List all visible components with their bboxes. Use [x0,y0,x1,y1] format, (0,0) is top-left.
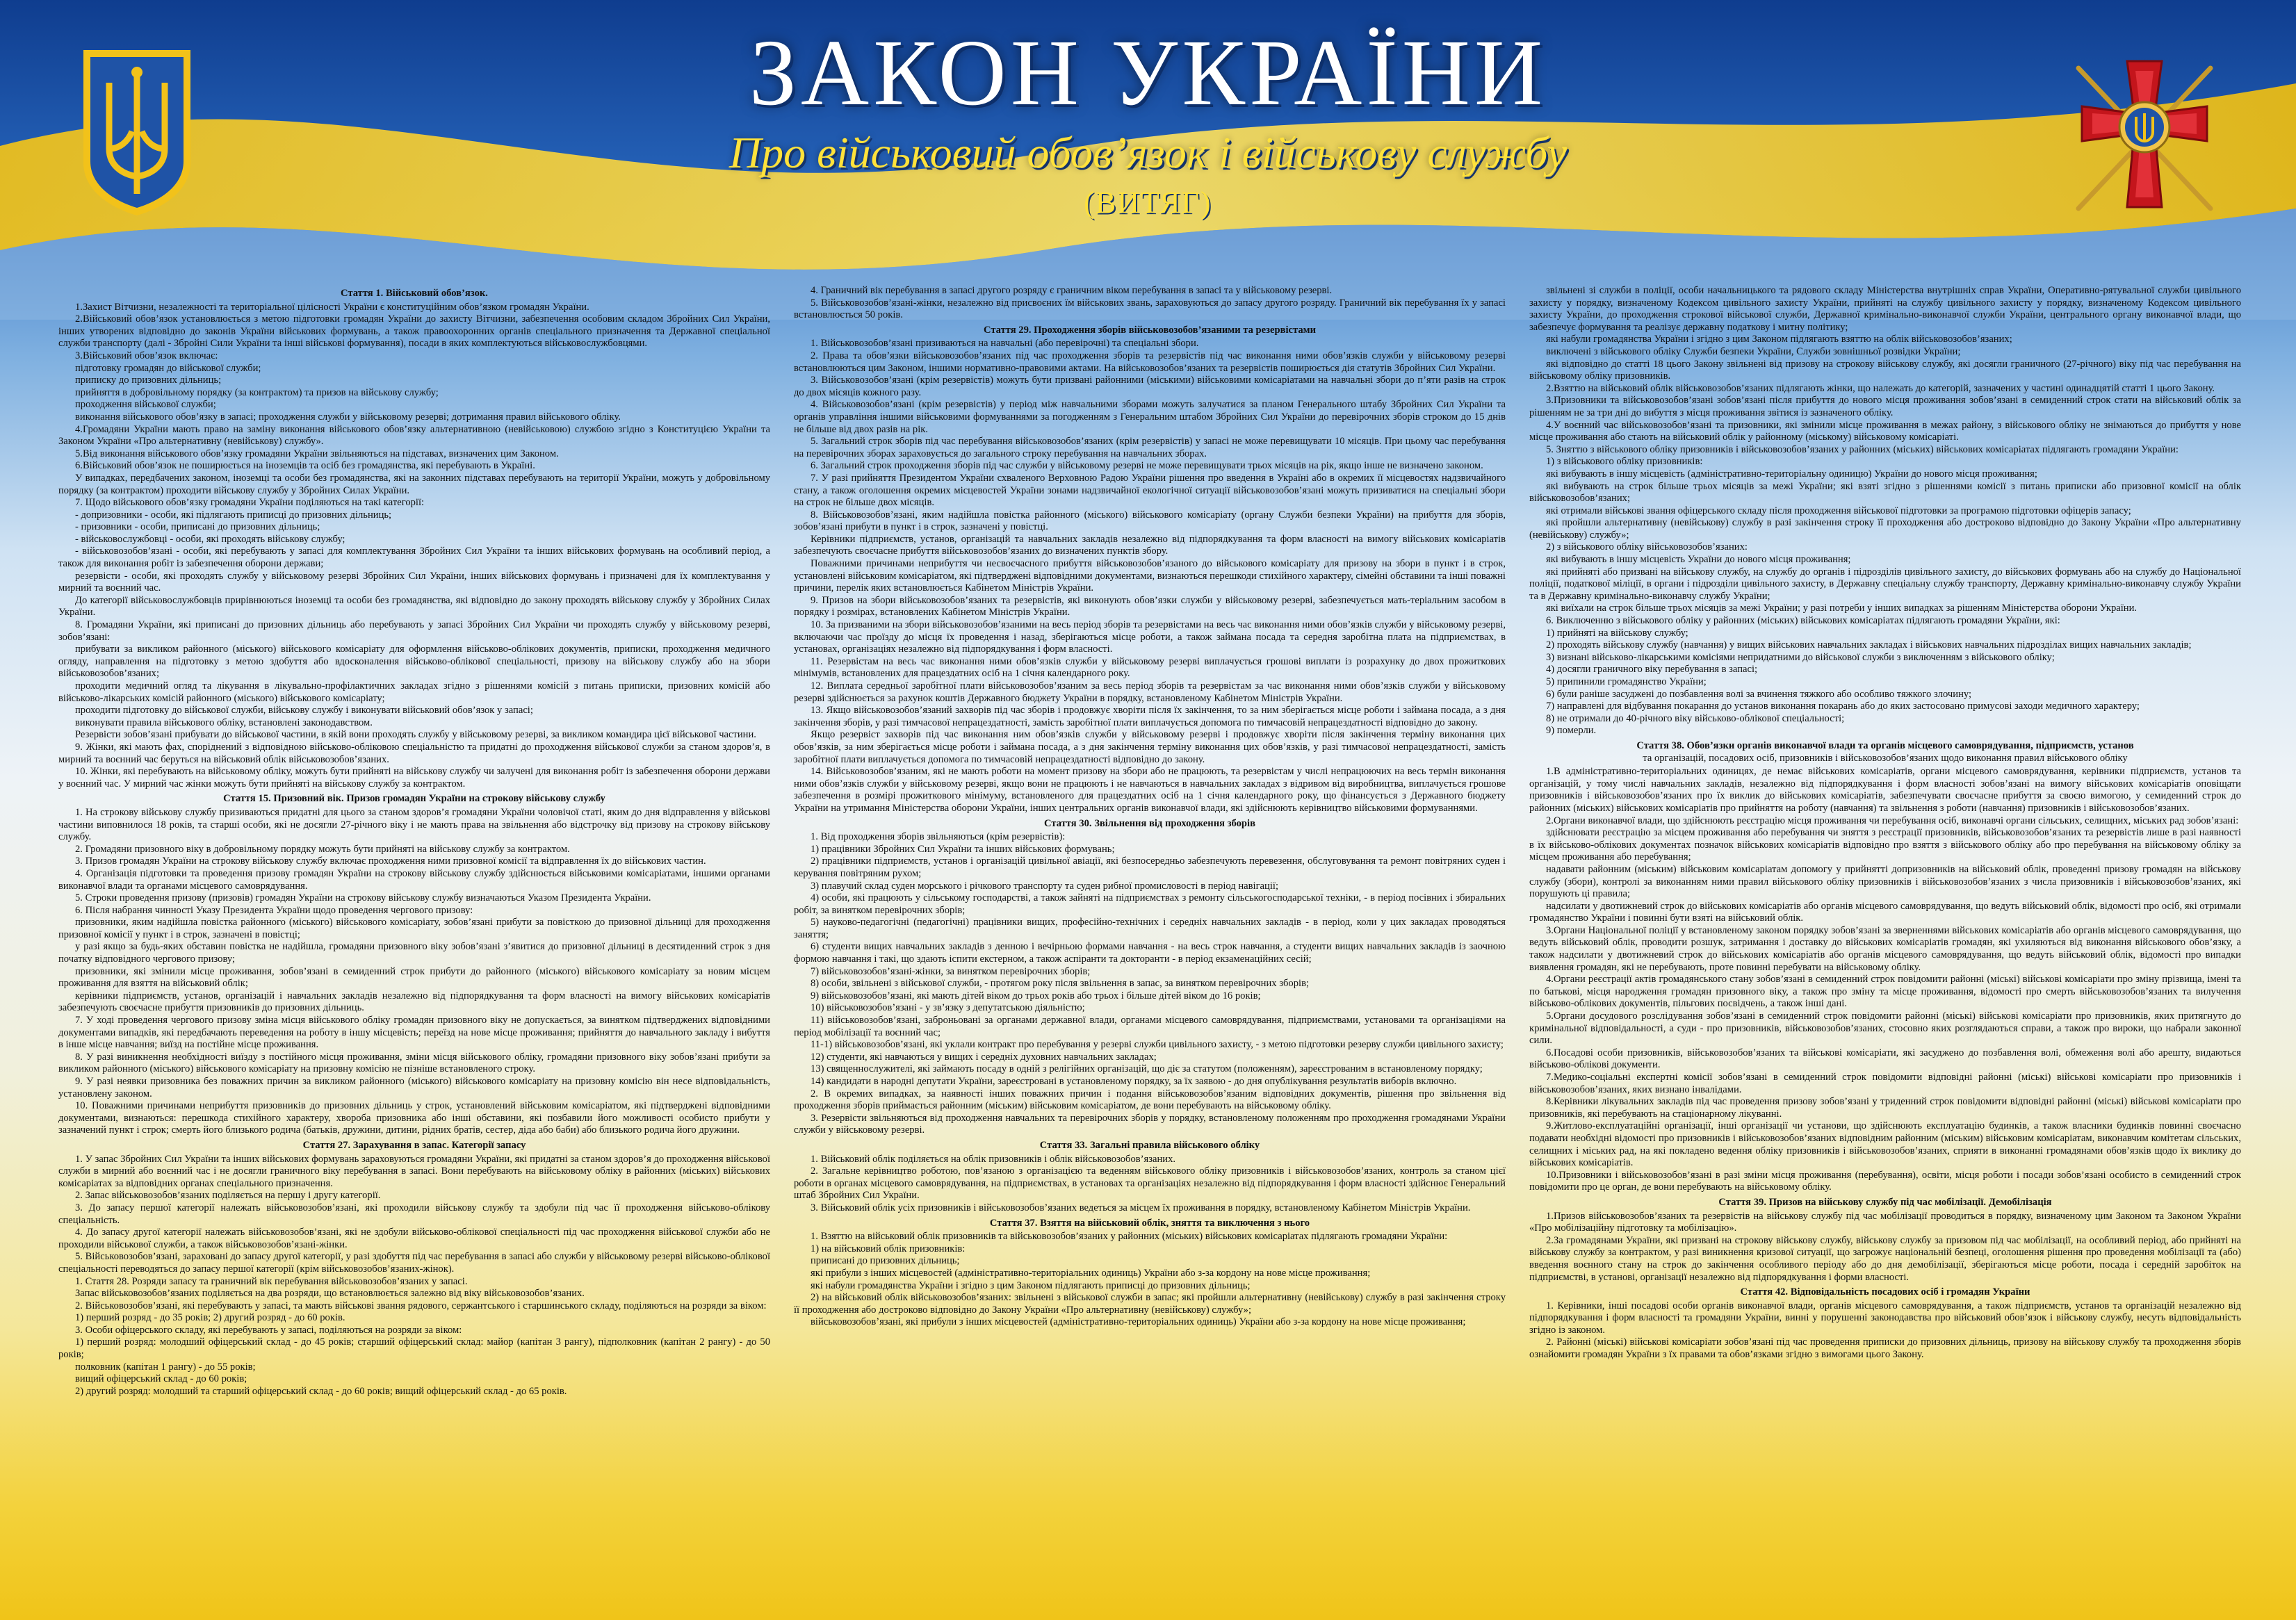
article-paragraph: Запас військовозобов’язаних поділяється на два розряди, що встановлюється залежно від віку військовозобов’язаних. [75,1288,585,1300]
article-paragraph: 1. Військовозобов’язані призиваються на навчальні (або перевірочні) та спеціальні збори. [811,338,1199,350]
article-paragraph: призовники, які змінили місце проживання, зобов’язані в семиденний строк прибути до районного (міського) військового комісаріату за новим місцем проживання для взяття на військовий облік; [58,965,770,990]
article-paragraph: проходити підготовку до військової служби, військову службу і виконувати військовий обов’язок у запасі; [75,705,533,717]
article-paragraph: підготовку громадян до військової служби; [75,362,261,374]
article-paragraph: 3. Призов громадян України на строкову військову службу включає проходження ними призовної комісії та відправлення їх до військових частин. [75,856,706,867]
article-paragraph: 2) на військовий облік військовозобов’язаних: звільнені з військової служби в запас; які пройшли альтернативну (невійськову) службу в разі закінчення строку її проходження або достроково відповідно до Закону України «Про альтернативну (невійськову) службу»; [794,1292,1506,1316]
article-paragraph: 8) не отримали до 40-річного віку військово-облікової спеціальності; [1546,712,1845,724]
article-paragraph: 1) перший розряд - до 35 років; 2) другий розряд - до 60 років. [75,1312,345,1324]
article-paragraph: 6. Виключенню з військового обліку у районних (міських) військових комісаріатах підлягають громадяни України, які: [1546,615,2060,627]
article-heading [794,325,1506,337]
article-paragraph: До категорії військовослужбовців прирівнюються іноземці та особи без громадянства, які відповідно до закону проходять військову службу у Збройних Силах України. [58,594,770,619]
article-heading-subtext: та організацій, посадових осіб, призовників і військовозобов’язаних щодо виконання правил військового обліку [1643,752,2128,764]
article-paragraph: 1. Військовий облік поділяється на облік призовників і облік військовозобов’язаних. [811,1153,1176,1165]
article-paragraph: 2. Права та обов’язки військовозобов’язаних під час проходження зборів та резервістів під час виконання ними обов’язків служби у військовому резерві встановлюються цим Законом, іншими нормативно-правовими актами. На військовозобов’язаних та резервістів поширюється дія статутів Збройних Сил України. [794,350,1506,374]
article-paragraph: 2.Органи виконавчої влади, що здійснюють реєстрацію місця проживання чи перебування осіб, виконавчі органи сільських, селищних, міських рад зобов’язані: [1546,815,2239,826]
article-paragraph: 11-1) військовозобов’язані, які уклали контракт про перебування у резерві служби цивільного захисту, - з метою підготовки резерву служби цивільного захисту; [811,1039,1504,1051]
article-heading-text: Стаття 33. Загальні правила військового обліку [1039,1139,1260,1151]
article-paragraph: 2.За громадянами України, які призвані на строкову військову службу, військову службу за призовом під час мобілізації, на особливий період, або прийняті на військову службу за контрактом, у разі виникнення кризової ситуації, що загрожує національній безпеці, оголошення рішення про проведення мобілізації та (або) введення воєнного стану на строк до закінчення особливого періоду або до дня демобілізації, зберігаються місце роботи, посада і середній заробіток на підприємстві, в установі, організації незалежно від підпорядкування і форми власності. [1529,1234,2241,1283]
article-paragraph: 11) військовозобов’язані, заброньовані за органами державної влади, органами місцевого самоврядування, підприємствами, установами та організаціями на період мобілізації та воєнний час; [794,1015,1506,1038]
article-paragraph: 1.Призов військовозобов’язаних та резервістів на військову службу під час мобілізації проводиться в порядку, визначеному цим Законом та Законом України «Про мобілізаційну підготовку та мобілізацію». [1529,1210,2241,1234]
article-paragraph: - військовозобов’язані - особи, які перебувають у запасі для комплектування Збройних Сил України та інших військових формувань на особливий період, а також для виконання робіт із забезпечення оборони держави; [58,546,770,570]
article-paragraph: 6. Після набрання чинності Указу Президента України щодо проведення чергового призову: [75,904,473,916]
article-paragraph: 1. Взяттю на військовий облік призовників та військовозобов’язаних у районних (міських) військових комісаріатах підлягають громадяни України: [811,1231,1448,1243]
article-paragraph: 3. Резервісти звільняються від проходження навчальних та перевірочних зборів у порядку, встановленому положенням про проходження громадянами України служби у військовому резерві. [794,1112,1506,1136]
article-paragraph: - військовослужбовці - особи, які проходять військову службу; [75,533,345,545]
extract-label: (ВИТЯГ) [1084,186,1212,220]
article-paragraph: які вибувають в іншу місцевість України до нового місця проживання; [1546,554,1851,566]
article-heading-text: Стаття 27. Зарахування в запас. Категорії запасу [302,1139,526,1151]
article-paragraph: які вибувають в іншу місцевість (адміністративно-територіальну одиницю) України до нового місця проживання; [1546,468,2037,480]
article-paragraph: 9.Житлово-експлуатаційні організації, інші організації чи установи, що здійснюють експлуатацію будинків, а також власники будинків повинні своєчасно подавати необхідні відомості про призовників і військовозобов’язаних відповідним районним (міським) військовим комісаріатам, виконавчим комітетам сільських, селищних і міських рад, на які покладено ведення обліку призовників і військовозобов’язаних, сприяти в виконанні громадянами обов’язків щодо їх виклику до військових комісаріатів. [1529,1120,2241,1169]
article-heading-text: Стаття 37. Взяття на військовий облік, зняття та виключення з нього [989,1217,1310,1229]
article-paragraph: 5) науково-педагогічні (педагогічні) працівники вищих, професійно-технічних і середніх навчальних закладів - в період, коли у цих закладах проводяться заняття; [794,917,1506,940]
article-paragraph: 2) з військового обліку військовозобов’язаних: [1546,541,1748,553]
article-paragraph: 5. Військовозобов’язані-жінки, незалежно від присвоєних їм військових звань, зараховуються до запасу другого розряду. Граничний вік перебування їх у запасі встановлюється 50 років. [794,297,1506,321]
article-paragraph: 8) особи, звільнені з військової служби, - протягом року після звільнення в запас, за винятком перевірочних зборів; [811,978,1310,990]
article-paragraph: 5.Від виконання військового обов’язку громадяни України звільняються на підставах, визначених цим Законом. [75,448,559,459]
article-paragraph: виконання військового обов’язку в запасі; проходження служби у військовому резерві; дотримання правил військового обліку. [75,411,621,423]
article-paragraph: Керівники підприємств, установ, організацій та навчальних закладів незалежно від підпорядкування та форм власності на вимогу військових комісаріатів забезпечують своєчасне прибуття військовозобов’язаних до визначених пунктів збору. [794,533,1506,557]
article-paragraph: які прийняті або призвані на військову службу, на службу до органів і підрозділів цивільного захисту, до військових формувань або на службу до Національної поліції, податкової міліції, в органи і підрозділи цивільного захисту, в Державну спеціальну службу транспорту, Державну кримінально-виконавчу службу України та в Державну кримінально-виконавчу службу України; [1529,566,2241,602]
article-paragraph: 4.Органи реєстрації актів громадянського стану зобов’язані в семиденний строк повідомити районні (міські) військові комісаріати про зміну прізвища, імені та по батькові, місця народження громадян призовного віку, а також про зміну та місце проживання, відомості про смерть військовозобов’язаних та вилучення військово-облікових документів, пільгових посвідчень, а також інші дані. [1529,974,2241,1010]
article-paragraph: виконувати правила військового обліку, встановлені законодавством. [75,717,373,728]
article-paragraph: 6.Військовий обов’язок не поширюється на іноземців та осіб без громадянства, які перебувають в Україні. [75,460,535,472]
article-paragraph: 1.В адміністративно-територіальних одиницях, де немає військових комісаріатів, органи місцевого самоврядування, керівники підприємств, установ та організацій, у тому числі навчальних закладів, незалежно від підпорядкування і форм власності зобов’язані на вимогу військових комісаріатів оповіщати призовників і військовозобов’язаних про їх виклик до військових комісаріатів, забезпечувати своєчасне прибуття за своєю вимогою, у семиденний строк до районних (міських) військових комісаріатів про прийняття на роботу (навчання) та звільнення з роботи (навчання) призовників і військовозобов’язаних. [1529,766,2241,814]
article-paragraph: 9. У разі неявки призовника без поважних причин за викликом районного (міського) військового комісаріату на призовну комісію він несе відповідальність, установлену законом. [58,1076,770,1099]
article-paragraph: 10.Призовники і військовозобов’язані в разі зміни місця проживання (перебування), освіти, місця роботи і посади зобов’язані особисто в семиденний строк повідомити про це орган, де вони перебувають на військовому обліку. [1529,1169,2241,1193]
article-paragraph: 1. Стаття 28. Розряди запасу та граничний вік перебування військовозобов’язаних у запасі. [75,1275,468,1287]
article-paragraph: 6. Загальний строк проходження зборів під час служби у військовому резерві не може перевищувати трьох місяців на рік, якщо інше не визначено законом. [811,460,1483,472]
article-paragraph: 6) студенти вищих навчальних закладів з денною і вечірньою формами навчання - на весь строк навчання, а студенти вищих навчальних закладів із заочною формою навчання і такі, що здають іспити екстерном, а також аспіранти та докторанти - в період екзаменаційних сесій; [794,941,1506,965]
article-paragraph: які відповідно до статті 18 цього Закону звільнені від призову на строкову військову службу, які досягли граничного (27-річного) віку під час перебування на військовому обліку призовників. [1529,358,2241,382]
article-paragraph: 4) особи, які працюють у сільському господарстві, а також зайняті на підприємствах з ремонту сільськогосподарської техніки, - в період посівних і збиральних робіт, за винятком перевірочних зборів; [794,892,1506,916]
article-paragraph: 2.Взяттю на військовий облік військовозобов’язаних підлягають жінки, що належать до категорій, зазначених у частині одинадцятій статті 1 цього Закону. [1546,382,2215,394]
article-paragraph: - призовники - особи, приписані до призовних дільниць; [75,521,320,533]
article-paragraph: 4. Граничний вік перебування в запасі другого розряду є граничним віком перебування в запасі та у військовому резерві. [811,285,1333,296]
article-heading [58,1140,770,1152]
article-paragraph: прибувати за викликом районного (міського) військового комісаріату для оформлення військово-облікових документів, приписки, проходження медичного огляду, направлення на підготовку з метою здобуття або вдосконалення військово-облікової спеціальності, призову на військову службу або на збори військовозобов’язаних; [58,644,770,680]
article-paragraph: приписані до призовних дільниць; [811,1255,960,1267]
article-paragraph: 4. Військовозобов’язані (крім резервістів) у період між навчальними зборами можуть залучатися за планом Генерального штабу Збройних Сил України та органів управління іншими військовими формуваннями за погодженням з Генеральним штабом Збройних Сил України до перевірочних зборів строком до 15 днів не більше від двох разів на рік. [794,399,1506,435]
article-paragraph: 4. До запасу другої категорії належать військовозобов’язані, які не здобули військово-облікової спеціальності під час проходження військової служби або не проходили військової служби, а також військовозобов’язані-жінки. [58,1227,770,1250]
article-paragraph: виключені з військового обліку Служби безпеки України, Служби зовнішньої розвідки України; [1546,345,1961,357]
article-paragraph: 6.Посадові особи призовників, військовозобов’язаних та військові комісаріати, які засуджено до позбавлення волі, обмеження волі або арешту, видаються військово-облікові документи. [1529,1047,2241,1071]
article-paragraph: 9) військовозобов’язані, які мають дітей віком до трьох років або трьох і більше дітей віком до 16 років; [811,990,1261,1001]
article-paragraph: які набули громадянства України і згідно з цим Законом підлягають взяттю на облік військовозобов’язаних; [1546,334,2012,345]
article-paragraph: 1) прийняті на військову службу; [1546,627,1688,639]
article-paragraph: 3.Органи Національної поліції у встановленому законом порядку зобов’язані за зверненнями військових комісаріатів або органів місцевого самоврядування, що ведуть військовий облік, проводити розшук, затримання і доставку до військових комісаріатів громадян, які ухиляються від виконання військового обов’язку, а також надсилати у двотижневий строк до військових комісаріатів або органів місцевого самоврядування, що ведуть військовий облік, відомості про випадки виявлення громадян, які не перебувають, проте повинні перебувати на військовому обліку. [1529,924,2241,973]
article-paragraph: 2. Громадяни призовного віку в добровільному порядку можуть бути прийняті на військову службу за контрактом. [75,843,570,855]
article-heading-text: Стаття 42. Відповідальність посадових осіб і громадян України [1740,1286,2030,1298]
article-paragraph: 7. У ході проведення чергового призову зміна місця військового обліку громадян призовного віку не допускається, за винятком підтверджених відповідними документами випадків, які передбачають переведення на роботу в іншу місцевість; переїзд на нове місце проживання; прийняття до навчального закладу і вибуття в інше місце навчання; виїзд на постійне місце проживання. [58,1015,770,1051]
article-paragraph: 1) працівники Збройних Сил України та інших військових формувань; [811,843,1115,855]
article-paragraph: 14. Військовозобов’язаним, які не мають роботи на момент призову на збори або не працюють, та резервістам у числі непрацюючих на весь термін виконання ними обов’язків служби у військовому резерві, якщо вони не працюють і не навчаються в навчальних закладах з відривом від виробництва, виплачується грошове забезпечення в розмірі прожиткового мінімуму, встановленого для працездатних осіб на 1 січня календарного року, що фінансується з Державного бюджету України на утримання Міністерства оборони України, інших центральних органів виконавчої влади, які здійснюють керівництво військовими формуваннями. [794,766,1506,814]
article-paragraph: 4.У воєнний час військовозобов’язані та призовники, які змінили місце проживання в межах району, з військового обліку не знімаються до прибуття у нове місце проживання або стають на військовий облік у районному (міському) військовому комісаріаті. [1529,419,2241,443]
article-paragraph: 1) з військового обліку призовників: [1546,456,1703,468]
article-heading-text: Стаття 15. Призовний вік. Призов громадян України на строкову військову службу [223,793,605,805]
article-paragraph: 3. Військовозобов’язані (крім резервістів) можуть бути призвані районними (міськими) військовими комісаріатами на навчальні збори до п’яти разів на строк до двох місяців кожного разу. [794,375,1506,398]
article-paragraph: 7) направлені для відбування покарання до установ виконання покарань або до яких застосовано примусові заходи медичного характеру; [1546,701,2140,712]
article-paragraph: 5.Органи досудового розслідування зобов’язані в семиденний строк повідомити районні (міські) військові комісаріати про призовників, яких притягнуто до кримінальної відповідальності, а суди - про призовників, військовозобов’язаних, стосовно яких розглядаються справи, а також про вироки, що набрали законної сили. [1529,1011,2241,1047]
article-paragraph: 12. Виплата середньої заробітної плати військовозобов’язаним за весь період зборів та резервістам за час виконання ними обов’язків служби у військовому резерві здійснюється за рахунок коштів Державного бюджету України в порядку, встановленому Кабінетом Міністрів України. [794,680,1506,704]
article-paragraph: 8. У разі виникнення необхідності виїзду з постійного місця проживання, зміни місця військового обліку, громадяни призовного віку зобов’язані прибути за викликом районного (міського) військового комісаріату на призовну комісію не пізніше встановленого строку. [58,1051,770,1075]
article-paragraph: 6) були раніше засуджені до позбавлення волі за вчинення тяжкого або особливо тяжкого злочину; [1546,688,1972,700]
article-paragraph: 1. На строкову військову службу призиваються придатні для цього за станом здоров’я громадяни України чоловічої статі, яким до дня відправлення у військові частини виповнилося 18 років, та старші особи, які не досягли 27-річного віку і не мають права на звільнення або відстрочку від призову на строкову військову службу. [58,806,770,843]
article-paragraph: 3) плавучий склад суден морського і річкового транспорту та суден рибної промисловості в період навігації; [811,880,1279,892]
article-paragraph: 10. За призваними на збори військовозобов’язаними на весь період зборів та резервістами на весь час виконання ними обов’язків служби у військовому резерві, включаючи час проїзду до місця їх проведення і назад, зберігаються місце роботи, а також займана посада та середня заробітна плата на підприємствах, в установах, організаціях незалежно від підпорядкування і форм власності. [794,619,1506,655]
article-heading-text: Стаття 29. Проходження зборів військовозобов’язаними та резервістами [983,324,1317,336]
article-paragraph: які прибули з інших місцевостей (адміністративно-територіальних одиниць) України або з-за кордону на нове місце проживання; [811,1267,1371,1279]
article-paragraph: вищий офіцерський склад - до 60 років; [75,1373,247,1385]
article-paragraph: які набули громадянства України і згідно з цим Законом підлягають приписці до призовних дільниць; [811,1279,1251,1291]
article-paragraph: 3. До запасу першої категорії належать військовозобов’язані, які проходили військову службу та здобули під час її проходження військово-облікову спеціальність. [58,1202,770,1226]
article-paragraph: 7.Медико-соціальні експертні комісії зобов’язані в семиденний строк повідомити відповідні районні (міські) військові комісаріати про призовників і військовозобов’язаних, яких визнано інвалідами. [1529,1072,2241,1095]
article-heading [1529,740,2241,764]
article-paragraph: 5) припинили громадянство України; [1546,676,1707,687]
article-paragraph: 10. Жінки, які перебувають на військовому обліку, можуть бути прийняті на військову службу чи залучені для виконання робіт із забезпечення оборони держави у воєнний час. У мирний час жінки можуть бути прийняті на військову службу за контрактом. [58,766,770,789]
article-heading-text: Стаття 39. Призов на військову службу під час мобілізації. Демобілізація [1718,1196,2052,1208]
article-paragraph: приписку до призовних дільниць; [75,375,222,386]
article-paragraph: У випадках, передбачених законом, іноземці та особи без громадянства, які на законних підставах перебувають на території України, можуть у добровільному порядку (за контрактом) проходити військову службу у Збройних Силах України. [58,472,770,496]
article-paragraph: 3) визнані військово-лікарськими комісіями непридатними до військової служби з виключенням з військового обліку; [1546,651,2055,663]
article-heading [1529,1286,2241,1299]
article-paragraph: 2. В окремих випадках, за наявності інших поважних причин і подання військовозобов’язаним відповідних документів, рішення про звільнення від проходження зборів приймається районним (міським) військовим комісаріатом, де вони перебувають на військовому обліку. [794,1088,1506,1112]
article-paragraph: 1.Захист Вітчизни, незалежності та територіальної цілісності України є конституційним обов’язком громадян України. [75,301,589,313]
article-paragraph: 3. Особи офіцерського складу, які перебувають у запасі, поділяються на розряди за віком: [75,1324,462,1336]
article-paragraph: 2) працівники підприємств, установ і організацій цивільної авіації, які безпосередньо забезпечують перевезення, обслуговування та ремонт повітряних суден і керування повітряним рухом; [794,856,1506,879]
article-paragraph: 4. Організація підготовки та проведення призову громадян України на строкову військову службу здійснюється військовими комісаріатами, іншими органами виконавчої влади та органами місцевого самоврядування. [58,867,770,892]
article-paragraph: військовозобов’язані, які прибули з інших місцевостей (адміністративно-територіальних одиниць) України або з-за кордону на нове місце проживання; [811,1316,1466,1328]
article-paragraph: 1) перший розряд: молодший офіцерський склад - до 45 років; старший офіцерський склад: майор (капітан 3 рангу), підполковник (капітан 2 рангу) - до 50 років; [58,1336,770,1361]
article-paragraph: 8. Громадяни України, які приписані до призовних дільниць або перебувають у запасі Збройних Сил України чи проходять службу у військовому резерві, зобов’язані: [58,619,770,643]
article-paragraph: які отримали військові звання офіцерського складу після проходження військової підготовки за програмою підготовки офіцерів запасу; [1546,505,2131,516]
article-heading [58,288,770,300]
article-paragraph: 7) військовозобов’язані-жінки, за винятком перевірочних зборів; [811,965,1091,977]
article-paragraph: 14) кандидати в народні депутати України, зареєстровані в установленому порядку, за їх заявою - до дня опублікування результатів виборів включно. [811,1076,1457,1087]
article-paragraph: 1. Від проходження зборів звільняються (крім резервістів): [811,831,1066,843]
article-paragraph: 9. Призов на збори військовозобов’язаних та резервістів, які виконують обов’язки служби у військовому резерві, забезпечується мать-теріальним засобом в порядку і розмірах, встановлених Кабінетом Міністрів України. [794,594,1506,619]
article-paragraph: 5. Зняттю з військового обліку призовників і військовозобов’язаних у районних (міських) військових комісаріатах підлягають громадяни України: [1546,443,2179,455]
article-paragraph: 3. Військовий облік усіх призовників і військовозобов’язаних ведеться за місцем їх проживання в порядку, встановленому Кабінетом Міністрів України. [811,1202,1471,1213]
law-title: ЗАКОН УКРАЇНИ [749,21,1547,125]
article-paragraph: 13. Якщо військовозобов’язаний захворів під час зборів і продовжує хворіти після їх закінчення, то за ним зберігається місце роботи і займана посада, а з дня закінчення зборів, у разі тимчасової непрацездатності, замість заробітної плати виплачується допомога по тимчасовій непрацездатності відповідно до закону. [794,705,1506,728]
article-heading [58,793,770,805]
article-paragraph: прийняття в добровільному порядку (за контрактом) та призов на військову службу; [75,386,439,398]
article-paragraph: здійснювати реєстрацію за місцем проживання або перебування чи зняття з реєстрації призовників, військовозобов’язаних та резервістів лише в разі наявності в їх військово-облікових документах позначок військових комісаріатів відповідно про взяття з військового обліку або про перебування на військовому обліку за місцем проживання або перебування; [1529,827,2241,863]
article-paragraph: 8. Військовозобов’язані, яким надійшла повістка районного (міського) військового комісаріату (органу Служби безпеки України) на прибуття для зборів, зобов’язані прибути в пункт і в строк, зазначені у повістці. [794,509,1506,533]
article-paragraph: 2. Військовозобов’язані, які перебувають у запасі, та мають військові звання рядового, сержантського і старшинського складу, поділяються на розряди за віком: [75,1300,767,1311]
article-heading [794,1140,1506,1152]
article-heading [794,818,1506,831]
article-paragraph: 7. Щодо військового обов’язку громадяни України поділяються на такі категорії: [75,497,425,509]
article-paragraph: 12) студенти, які навчаються у вищих і середніх духовних навчальних закладах; [811,1051,1157,1063]
article-paragraph: 11. Резервістам на весь час виконання ними обов’язків служби у військовому резерві виплачується грошові виплати із розрахунку до двох прожиткових мінімумів, встановлених для працездатних осіб на 1 січня календарного року. [794,655,1506,680]
article-paragraph: проходити медичний огляд та лікування в лікувально-профілактичних закладах згідно з рішеннями комісій з питань приписки, призовних комісій або військово-лікарських комісій районного (міського) військового комісаріату; [58,680,770,704]
article-paragraph: Резервісти зобов’язані прибувати до військової частини, в якій вони проходять службу у військовому резерві, за викликом командира цієї військової частини. [75,729,756,741]
article-paragraph: 5. Строки проведення призову (призовів) громадян України на строкову військову службу визначаються Указом Президента України. [75,892,651,904]
article-heading-text: Стаття 1. Військовий обов’язок. [341,288,488,299]
article-paragraph: 1. У запас Збройних Сил України та інших військових формувань зараховуються громадяни України, які придатні за станом здоров’я до проходження військової служби в мирний або воєнний час і не досягли граничного віку перебування в запасі. Вони перебувають на військовому обліку в районних (міських) військових комісаріатах за відповідних органах спеціального призначення. [58,1153,770,1189]
article-paragraph: 10) військовозобов’язані - у зв’язку з депутатською діяльністю; [811,1002,1085,1014]
article-heading-text: Стаття 38. Обов’язки органів виконавчої влади та органів місцевого самоврядування, підприємств, установ [1636,739,2134,751]
article-paragraph: звільнені зі служби в поліції, особи начальницького та рядового складу Міністерства внутрішніх справ України, Оперативно-рятувальної служби цивільного захисту у порядку, визначеному Кодексом цивільного захисту України, прийняті на службу цивільного захисту у порядку, визначеному Кодексом цивільного захисту України, до проходження строкової військової служби, Державної кримінально-виконавчої служби України, центрального органу виконавчої влади, що забезпечує формування та реалізує державну податкову і митну політику; [1529,285,2241,333]
article-heading [794,1218,1506,1230]
law-subtitle: Про військовий обов’язок і військову службу [728,128,1568,177]
article-paragraph: 9) померли. [1546,725,1597,737]
article-paragraph: 5. Загальний строк зборів під час перебування військовозобов’язаних (крім резервістів) у запасі не може перевищувати 10 місяців. При цьому час перебування на перевірочних зборах зараховується до загального строку перебування на навчальних зборах. [794,436,1506,459]
article-paragraph: 1) на військовий облік призовників: [811,1243,966,1254]
text-column-2 [794,285,1506,1595]
article-paragraph: 2) проходять військову службу (навчання) у вищих військових навчальних закладах і військових навчальних підрозділах вищих навчальних закладів; [1546,639,2192,651]
article-paragraph: надавати районним (міським) військовим комісаріатам допомогу у прийнятті допризовників на військовий облік, проведенні призову громадян на військову службу (збори), контролі за виконанням ними правил військового обліку призовників і військовозобов’язаних з числа призовників і військовозобов’язаних, які порушують ці правила; [1529,863,2241,900]
article-paragraph: резервісти - особи, які проходять службу у військовому резерві Збройних Сил України, інших військових формувань і призначені для їх комплектування у мирний та воєнний час. [58,570,770,594]
article-paragraph: керівники підприємств, установ, організацій і навчальних закладів незалежно від підпорядкування та форм власності на вимогу військових комісаріатів забезпечують своєчасне прибуття призовників до призовних дільниць. [58,990,770,1014]
article-paragraph: які виїхали на строк більше трьох місяців за межі України; у разі потреби у інших випадках за рішенням Міністерства оборони України. [1546,603,2138,614]
article-paragraph: 2. Загальне керівництво роботою, пов’язаною з організацією та веденням військового обліку призовників і військовозобов’язаних, контроль за станом цієї роботи в органах місцевого самоврядування, на підприємствах, в установах та організаціях незалежно від підпорядкування і форм власності здійснює Генеральний штаб Збройних Сил України. [794,1165,1506,1202]
article-paragraph: 3.Військовий обов’язок включає: [75,350,218,361]
article-paragraph: проходження військової служби; [75,399,216,411]
article-paragraph: 1. Керівники, інші посадові особи органів виконавчої влади, органів місцевого самоврядування, а також підприємств, установ та організацій незалежно від підпорядкування і форм власності та громадяни України, винні у порушенні законодавства про військовий обов’язок і військову службу, несуть відповідальність згідно із законом. [1529,1300,2241,1336]
article-paragraph: 10. Поважними причинами неприбуття призовників до призовних дільниць у строк, установлений військовим комісаріатом, які підтверджені відповідними документами, визнаються: перешкода стихійного характеру, хвороба призовника або інші обставини, які позбавили його можливості особисто прибути у зазначений пункт і строк; смерть його близького родича (батьків, дружини, дитини, рідних братів, сестер, діда або баби) або близького родича його дружини. [58,1100,770,1136]
article-paragraph: 4) досягли граничного віку перебування в запасі; [1546,664,1758,676]
text-column-1 [58,285,770,1595]
article-paragraph: Якщо резервіст захворів під час виконання ним обов’язків служби у військовому резерві і продовжує хворіти після закінчення терміну виконання цих обов’язків, за ним зберігається місце роботи і займана посада, а з дня закінчення терміну виконання цих обов’язків, у разі тимчасової непрацездатності, замість заробітної плати виплачується допомога по тимчасовій непрацездатності відповідно до закону. [794,729,1506,765]
article-paragraph: 8.Керівники лікувальних закладів під час проведення призову зобов’язані у триденний строк повідомити відповідні районні (міські) військові комісаріати про призовників, які перебувають на стаціонарному лікуванні. [1529,1096,2241,1120]
article-paragraph: 2) другий розряд: молодший та старший офіцерський склад - до 60 років; вищий офіцерський склад - до 65 років. [75,1385,567,1397]
article-paragraph: 9. Жінки, які мають фах, споріднений з відповідною військово-обліковою спеціальністю та придатні до проходження військової служби за станом здоров’я, в мирний та воєнний час беруться на військовий облік військовозобов’язаних. [58,741,770,765]
article-paragraph: 2. Районні (міські) військові комісаріати зобов’язані під час проведення приписки до призовних дільниць, призову на військову службу та проходження зборів ознайомити громадян України з їх правами та обов’язками згідно з вимогами цього Закону. [1529,1336,2241,1361]
article-paragraph: 2.Військовий обов’язок установлюється з метою підготовки громадян України до захисту Вітчизни, забезпечення особовим складом Збройних Сил України, інших утворених відповідно до законів України військових формувань, а також правоохоронних органів спеціального призначення та Державної спеціальної служби транспорту (далі - Збройні Сили України та інші військові формування), посади в яких комплектуються військовослужбовцями. [58,313,770,350]
article-paragraph: надсилати у двотижневий строк до військових комісаріатів або органів місцевого самоврядування, що ведуть військовий облік, відомості про осіб, які отримали громадянство України і повинні бути взяті на військовий облік. [1529,900,2241,924]
page-header [0,21,2296,225]
article-paragraph: які пройшли альтернативну (невійськову) службу в разі закінчення строку її проходження або достроково відповідно до Закону України «Про альтернативну (невійськову) службу»; [1529,517,2241,541]
article-paragraph: 7. У разі прийняття Президентом України схваленого Верховною Радою України рішення про введення в Україні або в окремих її місцевостях надзвичайного стану, а також оголошення окремих місцевостей України зонами надзвичайної екологічної ситуації військовозобов’язані можуть призиватися на спеціальні збори на строк не більше двох місяців. [794,472,1506,509]
article-paragraph: 4.Громадяни України мають право на заміну виконання військового обов’язку альтернативною (невійськовою) службою згідно з Конституцією України та Законом України «Про альтернативну (невійськову) службу». [58,423,770,448]
article-paragraph: 3.Призовники та військовозобов’язані зобов’язані після прибуття до нового місця проживання зобов’язані в семиденний строк стати на військовий облік за рішенням не за три дні до вибуття з місця проживання звітися із зазначеного обліку. [1529,395,2241,418]
article-paragraph: у разі якщо за будь-яких обставин повістка не надійшла, громадяни призовного віку зобов’язані з’явитися до призовної дільниці в десятиденний строк з дня початку відповідного чергового призову; [58,941,770,965]
article-heading [1529,1197,2241,1209]
article-paragraph: Поважними причинами неприбуття чи несвоєчасного прибуття військовозобов’язаного до військового комісаріату для призову на збори в пункт і в строк, установлені військовим комісаріатом, які підтверджені відповідними документами, визнаються перешкоди стихійного характеру, сімейні обставини та інші поважні причини, перелік яких встановлюється Кабінетом Міністрів України. [794,558,1506,594]
text-column-3 [1529,285,2241,1595]
article-paragraph: 5. Військовозобов’язані, зараховані до запасу другої категорії, у разі здобуття під час перебування в запасі або служби у військовому резерві військово-облікової спеціальності переводяться до запасу першої категорії (крім військовозобов’язаних-жінок). [58,1251,770,1275]
article-paragraph: які вибувають на строк більше трьох місяців за межі України; які взяті згідно з рішеннями комісії з питань приписки або призовної комісії на облік військовозобов’язаних; [1529,480,2241,505]
article-paragraph: 2. Запас військовозобов’язаних поділяється на першу і другу категорії. [75,1190,381,1202]
article-paragraph: 13) священнослужителі, які займають посаду в одній з релігійних організацій, що діє за статутом (положенням), зареєстрованим в встановленому порядку; [811,1063,1483,1075]
article-heading-text: Стаття 30. Звільнення від проходження зборів [1044,817,1255,829]
article-paragraph: - допризовники - особи, які підлягають приписці до призовних дільниць; [75,509,392,521]
article-paragraph: призовники, яким надійшла повістка районного (міського) військового комісаріату, зобов’язані прибути за повісткою до призовної дільниці для проходження призовної комісії у пункт і в строк, зазначені в повістці; [58,917,770,940]
law-text-columns [58,285,2241,1595]
article-paragraph: полковник (капітан 1 рангу) - до 55 років; [75,1361,256,1373]
